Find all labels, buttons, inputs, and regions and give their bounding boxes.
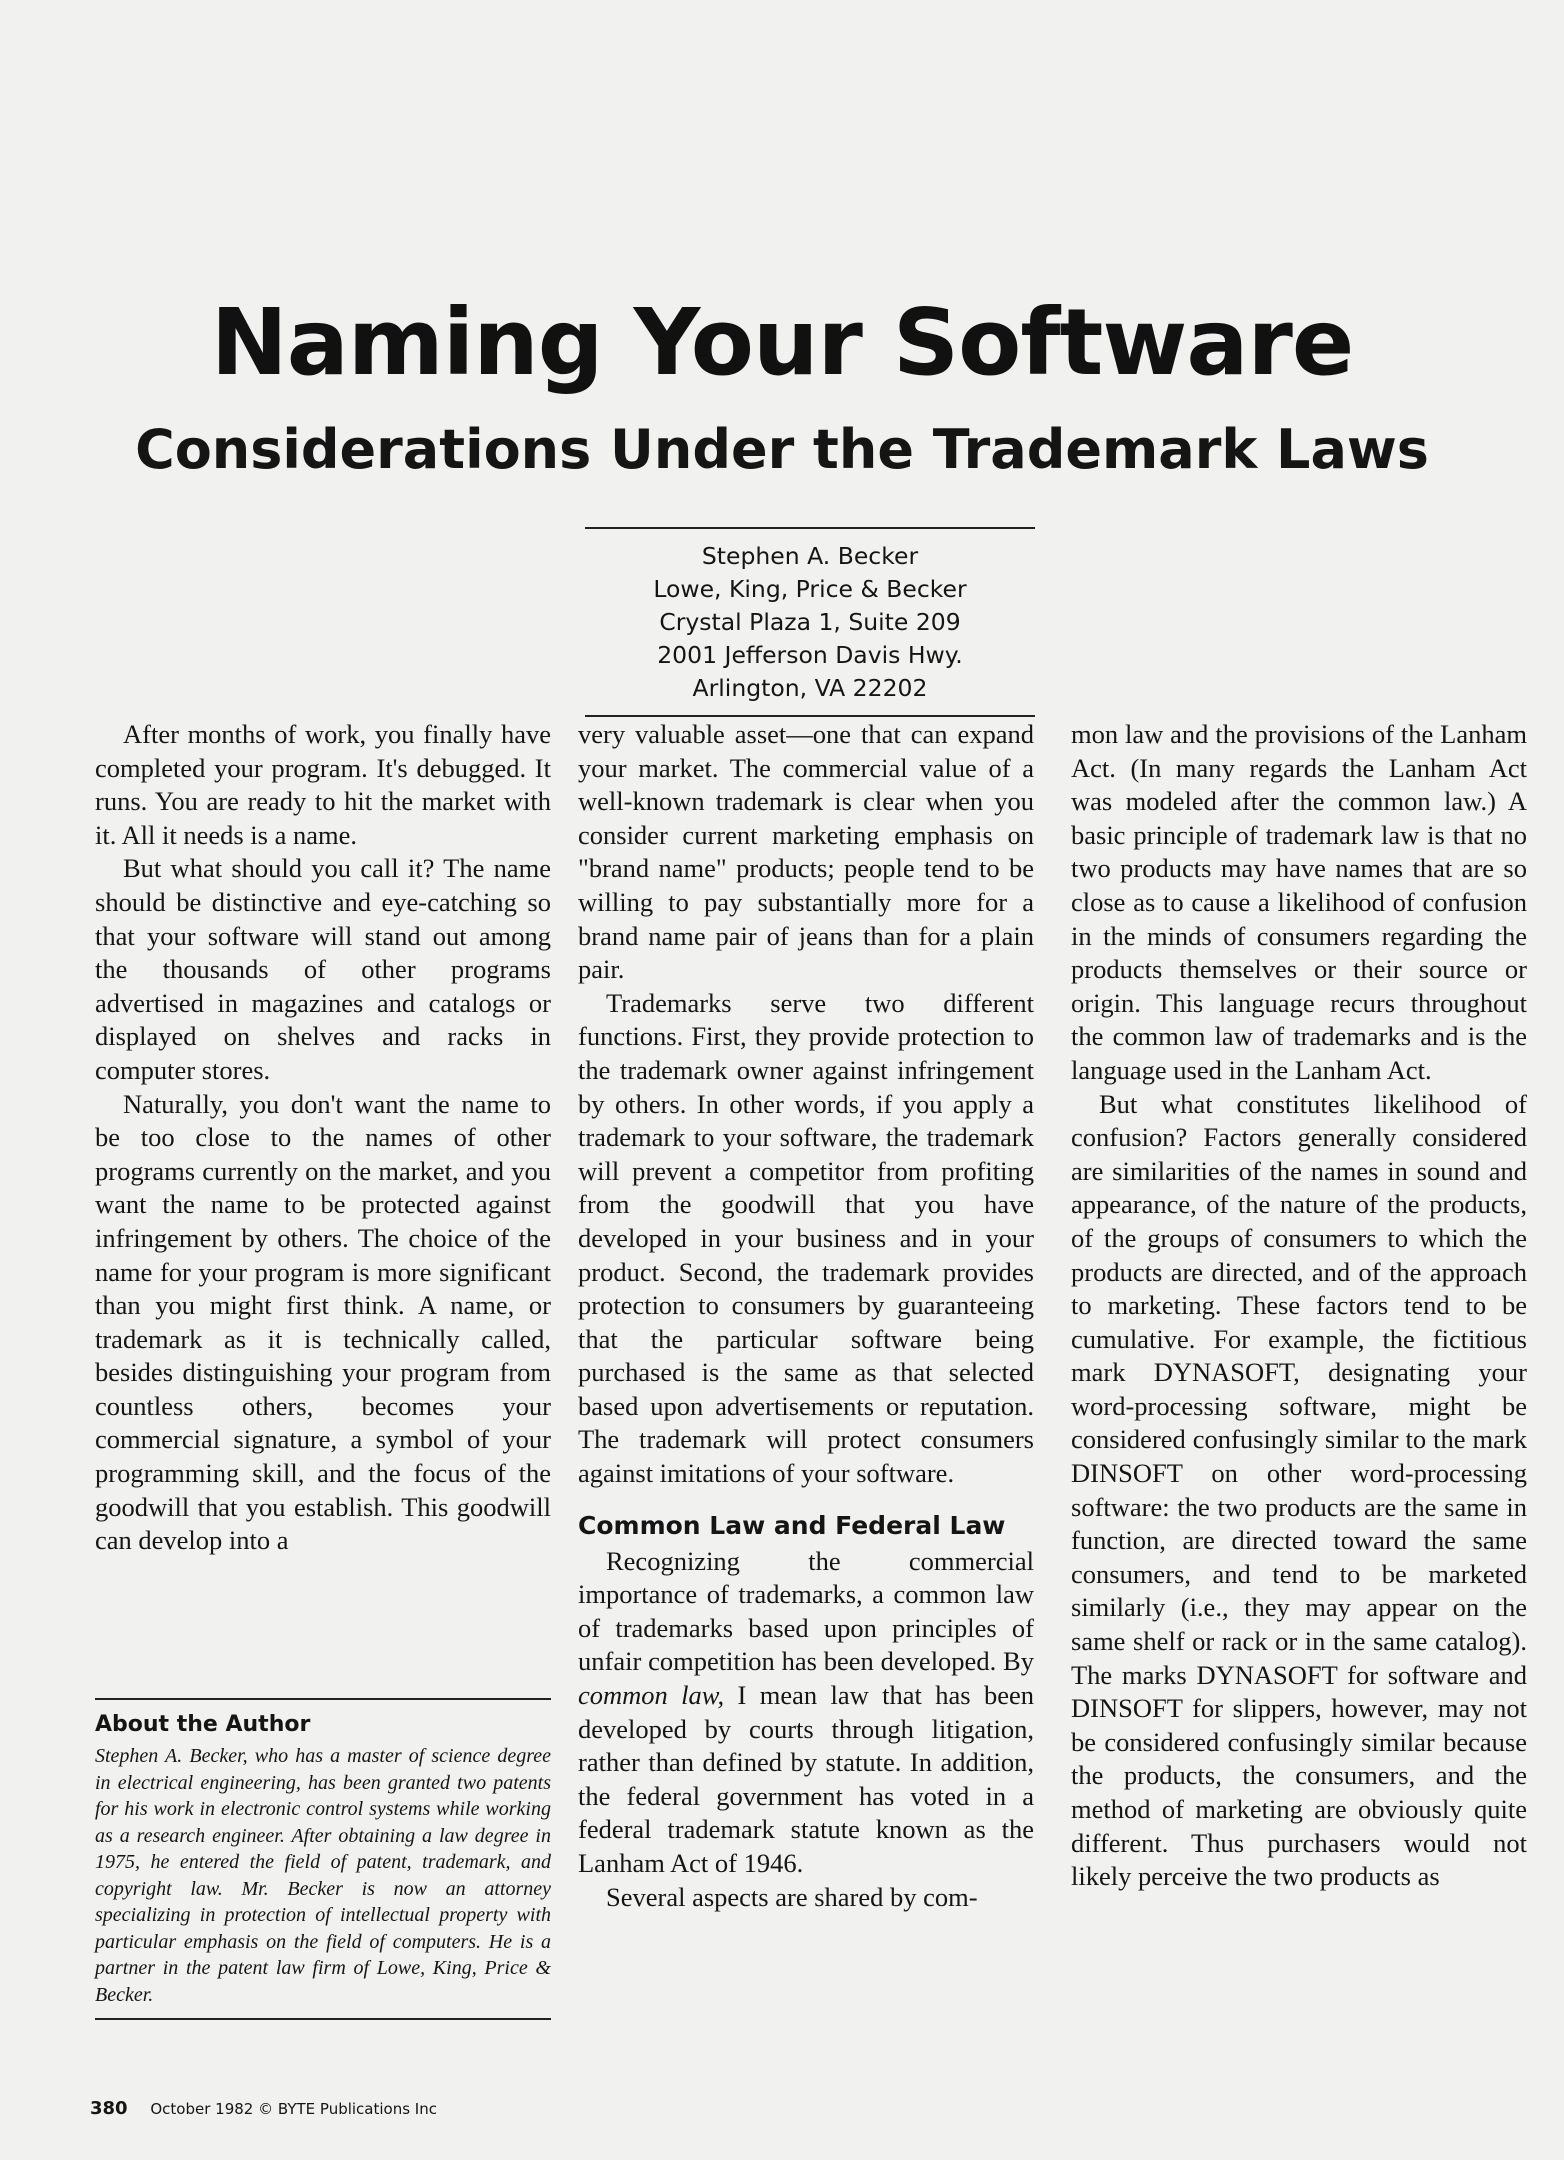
- article-subtitle: Considerations Under the Trademark Laws: [135, 418, 1429, 481]
- byline-firm: Lowe, King, Price & Becker: [653, 575, 967, 603]
- paragraph-text: I mean law that has been developed by courts through litigation, rather than defined by statute. In addition, the federal government has voted in a federal trademark statute known as the Lanham Act of 1946.: [578, 1680, 1035, 1878]
- byline-address-line-2: 2001 Jefferson Davis Hwy.: [657, 641, 963, 669]
- paragraph: But what constitutes likelihood of confusion? Factors generally considered are similarities of the names in sound and appearance, of the nature of the products, of the groups of consumers to which the products are directed, and of the approach to marketing. These factors tend to be cumulative. For example, the fictitious mark DYNASOFT, designating your word-processing software, might be considered confusingly similar to the mark DINSOFT on other word-processing software: the two products are the same in function, are directed toward the same consumers, and tend to be marketed similarly (i.e., they may appear on the same shelf or rack or in the same catalog). The marks DYNASOFT for software and DINSOFT for slippers, however, may not be considered confusingly similar because the products, the consumers, and the method of marketing are obviously quite different. Thus purchasers would not likely perceive the two products as: [1071, 1088, 1527, 1892]
- column-2: [578, 718, 1034, 1914]
- byline: [585, 527, 1035, 717]
- column-1: [95, 718, 551, 1558]
- byline-city: Arlington, VA 22202: [692, 674, 928, 702]
- page-number: 380: [90, 2098, 128, 2119]
- paragraph: After months of work, you finally have completed your program. It's debugged. It runs. You are ready to hit the market with it. All it needs is a name.: [95, 719, 551, 850]
- emphasis-text: common law,: [578, 1680, 725, 1711]
- column-3: [1071, 718, 1527, 1894]
- paragraph: Several aspects are shared by com-: [606, 1881, 978, 1912]
- paragraph-text: Recognizing the commercial importance of trademarks, a common law of trademarks based upon principles of unfair competition has been developed. By: [578, 1545, 1034, 1677]
- paragraph: Naturally, you don't want the name to be too close to the names of other programs currently on the market, and you want the name to be protected against infringement by others. The choice of the name for your program is more significant than you might first think. A name, or trademark as it is technically called, besides distinguishing your program from countless others, becomes your commercial signature, a symbol of your programming skill, and the focus of the goodwill that you establish. This goodwill can develop into a: [95, 1088, 551, 1556]
- page-footer: [90, 2098, 437, 2119]
- paragraph: Trademarks serve two different functions. First, they provide protection to the trademark owner against infringement by others. In other words, if you apply a trademark to your software, the trademark will prevent a competitor from profiting from the goodwill that you have developed in your business and in your product. Second, the trademark provides protection to consumers by guaranteeing that the particular software being purchased is the same as that selected based upon advertisements or reputation. The trademark will protect consumers against imitations of your software.: [578, 987, 1034, 1489]
- about-the-author-box: [95, 1698, 551, 2020]
- paragraph: [578, 1545, 1034, 1881]
- paragraph: mon law and the provisions of the Lanham Act. (In many regards the Lanham Act was modeled after the common law.) A basic principle of trademark law is that no two products may have names that are so close as to cause a likelihood of confusion in the minds of consumers regarding the products themselves or their source or origin. This language recurs throughout the common law of trademarks and is the language used in the Lanham Act.: [1071, 719, 1527, 1085]
- paragraph: very valuable asset—one that can expand your market. The commercial value of a well-known trademark is clear when you consider current marketing emphasis on "brand name" products; people tend to be willing to pay substantially more for a brand name pair of jeans than for a plain pair.: [578, 719, 1034, 985]
- byline-address-line-1: Crystal Plaza 1, Suite 209: [659, 608, 961, 636]
- author-bio: Stephen A. Becker, who has a master of science degree in electrical engineering, has been granted two patents for his work in electronic control systems while working as a research engineer. After obtaining a law degree in 1975, he entered the field of patent, trademark, and copyright law. Mr. Becker is now an attorney specializing in protection of intellectual property with particular emphasis on the field of computers. He is a partner in the patent law firm of Lowe, King, Price & Becker.: [95, 1745, 551, 2006]
- about-the-author-heading: About the Author: [95, 1712, 311, 1737]
- section-heading: Common Law and Federal Law: [578, 1510, 1006, 1540]
- paragraph: But what should you call it? The name should be distinctive and eye-catching so that your software will stand out among the thousands of other programs advertised in magazines and catalogs or displayed on shelves and racks in computer stores.: [95, 853, 551, 1085]
- byline-author: Stephen A. Becker: [701, 542, 919, 570]
- article-title: Naming Your Software: [210, 289, 1354, 396]
- issue-credit: October 1982 © BYTE Publications Inc: [150, 2100, 437, 2118]
